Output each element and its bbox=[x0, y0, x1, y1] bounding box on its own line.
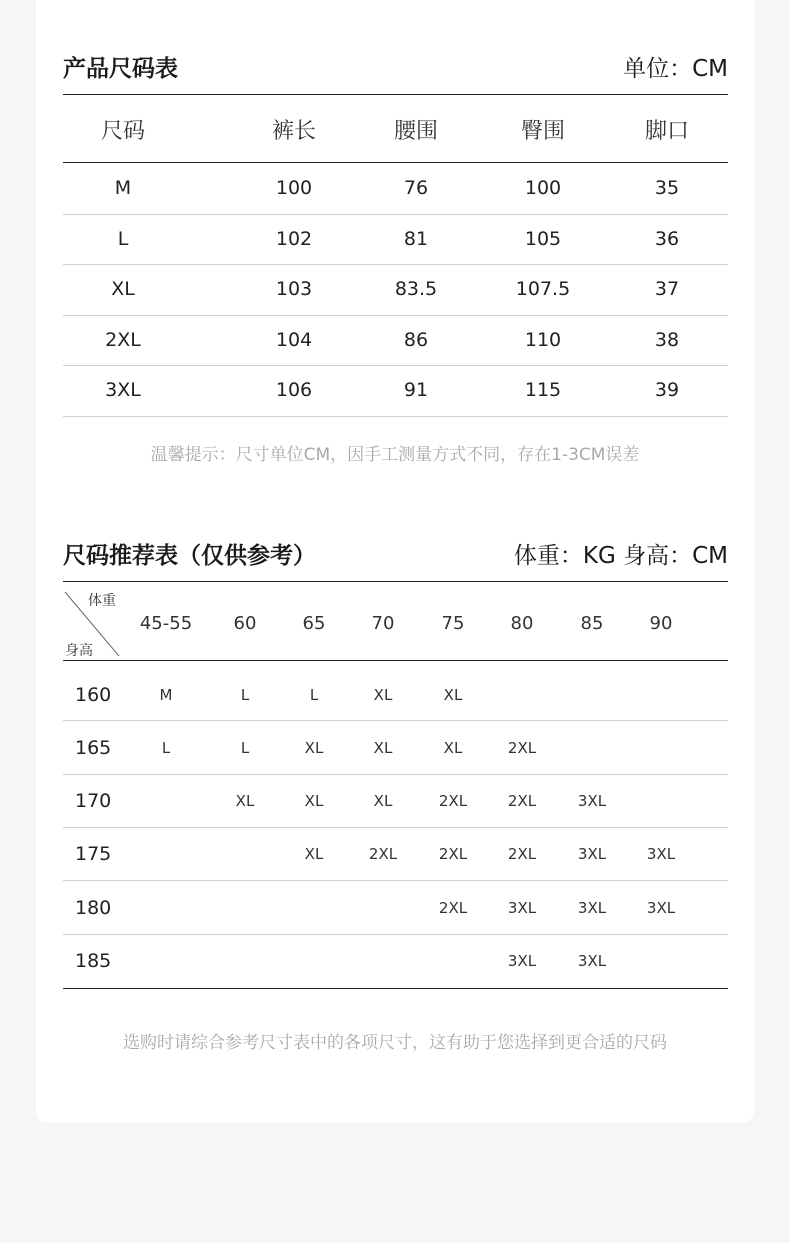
size-table-cell: 115 bbox=[524, 379, 562, 401]
size-table-row bbox=[63, 264, 728, 314]
size-table-cell: 104 bbox=[275, 328, 313, 351]
recommended-size-cell: XL bbox=[304, 738, 324, 757]
recommended-size-cell bbox=[131, 881, 201, 934]
size-table-cell: 3XL bbox=[105, 379, 141, 401]
recommended-size-cell: XL bbox=[373, 685, 393, 704]
size-table-cell: 107.5 bbox=[515, 278, 571, 300]
recommended-size-cell bbox=[279, 881, 349, 934]
size-table-cell: M bbox=[114, 177, 132, 199]
recommended-size-cell bbox=[557, 721, 627, 774]
recommended-size-cell: M bbox=[159, 685, 173, 704]
recommended-size-cell bbox=[210, 828, 280, 881]
recommended-size-cell: 3XL bbox=[507, 898, 537, 917]
recommended-size-cell bbox=[131, 935, 201, 988]
recommended-size-cell: 3XL bbox=[577, 952, 607, 970]
height-cell: 170 bbox=[75, 790, 112, 813]
size-table-cell: 100 bbox=[524, 177, 562, 199]
size-table-header-cell: 脚口 bbox=[644, 118, 689, 144]
recommended-size-cell: XL bbox=[373, 792, 393, 811]
recommended-size-cell: 2XL bbox=[507, 845, 537, 864]
recommended-size-cell bbox=[626, 775, 696, 828]
size-table-title: 产品尺码表 bbox=[63, 56, 178, 82]
recommended-size-cell bbox=[131, 775, 201, 828]
size-table-cell: 81 bbox=[403, 227, 429, 250]
recommended-size-cell: XL bbox=[304, 845, 324, 864]
size-table-row-rule bbox=[63, 416, 728, 417]
corner-height-label: 身高 bbox=[65, 643, 93, 659]
size-table-cell: 38 bbox=[654, 328, 680, 351]
size-table-cell: 2XL bbox=[105, 328, 141, 351]
size-table-cell: 35 bbox=[654, 177, 680, 199]
recommend-table-title: 尺码推荐表（仅供参考） bbox=[63, 543, 316, 569]
recommended-size-cell bbox=[626, 721, 696, 774]
weight-header-cell: 65 bbox=[302, 612, 326, 634]
recommended-size-cell: XL bbox=[443, 685, 463, 704]
recommended-size-cell: 2XL bbox=[438, 845, 468, 864]
recommended-size-cell: 2XL bbox=[438, 792, 468, 811]
weight-header-cell: 60 bbox=[233, 612, 257, 634]
size-table-cell: 110 bbox=[524, 328, 562, 351]
recommended-size-cell bbox=[557, 668, 627, 721]
recommended-size-cell: L bbox=[240, 738, 250, 757]
size-table-head-row bbox=[63, 104, 728, 154]
corner-weight-label: 体重 bbox=[88, 593, 116, 609]
recommended-size-cell: L bbox=[309, 685, 319, 704]
weight-header-cell: 75 bbox=[441, 612, 465, 634]
size-table-cell: 100 bbox=[275, 177, 313, 199]
recommended-size-cell: 3XL bbox=[507, 952, 537, 970]
recommend-table-unit: 体重：KG 身高：CM bbox=[513, 543, 728, 569]
recommend-table-row bbox=[63, 668, 728, 721]
recommended-size-cell: 2XL bbox=[438, 898, 468, 917]
recommended-size-cell: XL bbox=[235, 792, 255, 811]
recommended-size-cell bbox=[487, 668, 557, 721]
weight-header-cell: 80 bbox=[510, 612, 534, 634]
size-table-top-rule bbox=[63, 94, 728, 95]
recommend-table-row bbox=[63, 721, 728, 774]
recommended-size-cell bbox=[626, 935, 696, 988]
recommend-table-row bbox=[63, 828, 728, 881]
size-table-row bbox=[63, 365, 728, 415]
size-table-header-cell: 腰围 bbox=[393, 118, 438, 144]
recommended-size-cell bbox=[348, 935, 418, 988]
recommended-size-cell bbox=[626, 668, 696, 721]
weight-header-cell: 85 bbox=[580, 612, 604, 634]
recommend-table-head-row bbox=[63, 590, 728, 659]
height-cell: 160 bbox=[75, 683, 112, 706]
size-table-cell: 37 bbox=[654, 278, 680, 300]
recommend-table-row bbox=[63, 935, 728, 988]
size-table-header-cell: 裤长 bbox=[271, 118, 316, 144]
recommended-size-cell: 2XL bbox=[507, 792, 537, 811]
recommend-table-bottom-rule bbox=[63, 988, 728, 989]
recommend-table-header bbox=[63, 537, 728, 570]
recommended-size-cell bbox=[131, 828, 201, 881]
size-table-cell: 102 bbox=[275, 227, 313, 250]
height-cell: 175 bbox=[75, 843, 112, 866]
recommended-size-cell: XL bbox=[373, 738, 393, 757]
size-table-cell: 86 bbox=[403, 328, 429, 351]
height-cell: 180 bbox=[75, 896, 112, 919]
size-table-cell: 36 bbox=[654, 227, 680, 250]
recommended-size-cell bbox=[210, 935, 280, 988]
size-table-row bbox=[63, 214, 728, 264]
recommended-size-cell bbox=[210, 881, 280, 934]
size-table-header-cell: 臀围 bbox=[520, 118, 565, 144]
recommended-size-cell: 3XL bbox=[646, 845, 676, 864]
size-table-row bbox=[63, 315, 728, 365]
recommend-table-note: 选购时请综合参考尺寸表中的各项尺寸，这有助于您选择到更合适的尺码 bbox=[123, 1033, 667, 1053]
size-table-cell: 76 bbox=[403, 177, 429, 199]
height-cell: 185 bbox=[75, 950, 112, 972]
size-table-cell: 106 bbox=[275, 379, 313, 401]
weight-header-cell: 70 bbox=[371, 612, 395, 634]
weight-header-cell: 90 bbox=[649, 612, 673, 634]
recommended-size-cell: XL bbox=[304, 792, 324, 811]
weight-header-cell: 45-55 bbox=[139, 612, 193, 634]
recommend-table-top-rule bbox=[63, 581, 728, 582]
recommended-size-cell: 3XL bbox=[646, 898, 676, 917]
size-table-row bbox=[63, 163, 728, 213]
recommend-table-row bbox=[63, 881, 728, 934]
recommended-size-cell: 2XL bbox=[507, 738, 537, 757]
recommended-size-cell bbox=[279, 935, 349, 988]
recommended-size-cell bbox=[348, 881, 418, 934]
size-table-header-cell: 尺码 bbox=[100, 118, 145, 144]
recommended-size-cell bbox=[418, 935, 488, 988]
size-table-cell: XL bbox=[111, 278, 135, 300]
recommended-size-cell: 3XL bbox=[577, 845, 607, 864]
size-table-cell: 83.5 bbox=[394, 278, 438, 300]
size-table-unit: 单位：CM bbox=[623, 56, 728, 82]
size-table-cell: 103 bbox=[275, 278, 313, 300]
size-table-cell: 91 bbox=[403, 379, 429, 401]
recommended-size-cell: L bbox=[161, 738, 171, 757]
recommended-size-cell: L bbox=[240, 685, 250, 704]
size-table-cell: L bbox=[117, 227, 129, 250]
recommended-size-cell: 3XL bbox=[577, 792, 607, 811]
recommended-size-cell: XL bbox=[443, 738, 463, 757]
size-table-header bbox=[63, 50, 728, 83]
recommend-table-head-rule bbox=[63, 660, 728, 661]
recommend-table-row bbox=[63, 775, 728, 828]
recommended-size-cell: 2XL bbox=[368, 845, 398, 864]
recommended-size-cell: 3XL bbox=[577, 898, 607, 917]
size-table-cell: 105 bbox=[524, 227, 562, 250]
size-table-cell: 39 bbox=[654, 379, 680, 401]
size-table-note: 温馨提示：尺寸单位CM，因手工测量方式不同，存在1-3CM误差 bbox=[150, 445, 640, 465]
height-cell: 165 bbox=[75, 736, 112, 759]
